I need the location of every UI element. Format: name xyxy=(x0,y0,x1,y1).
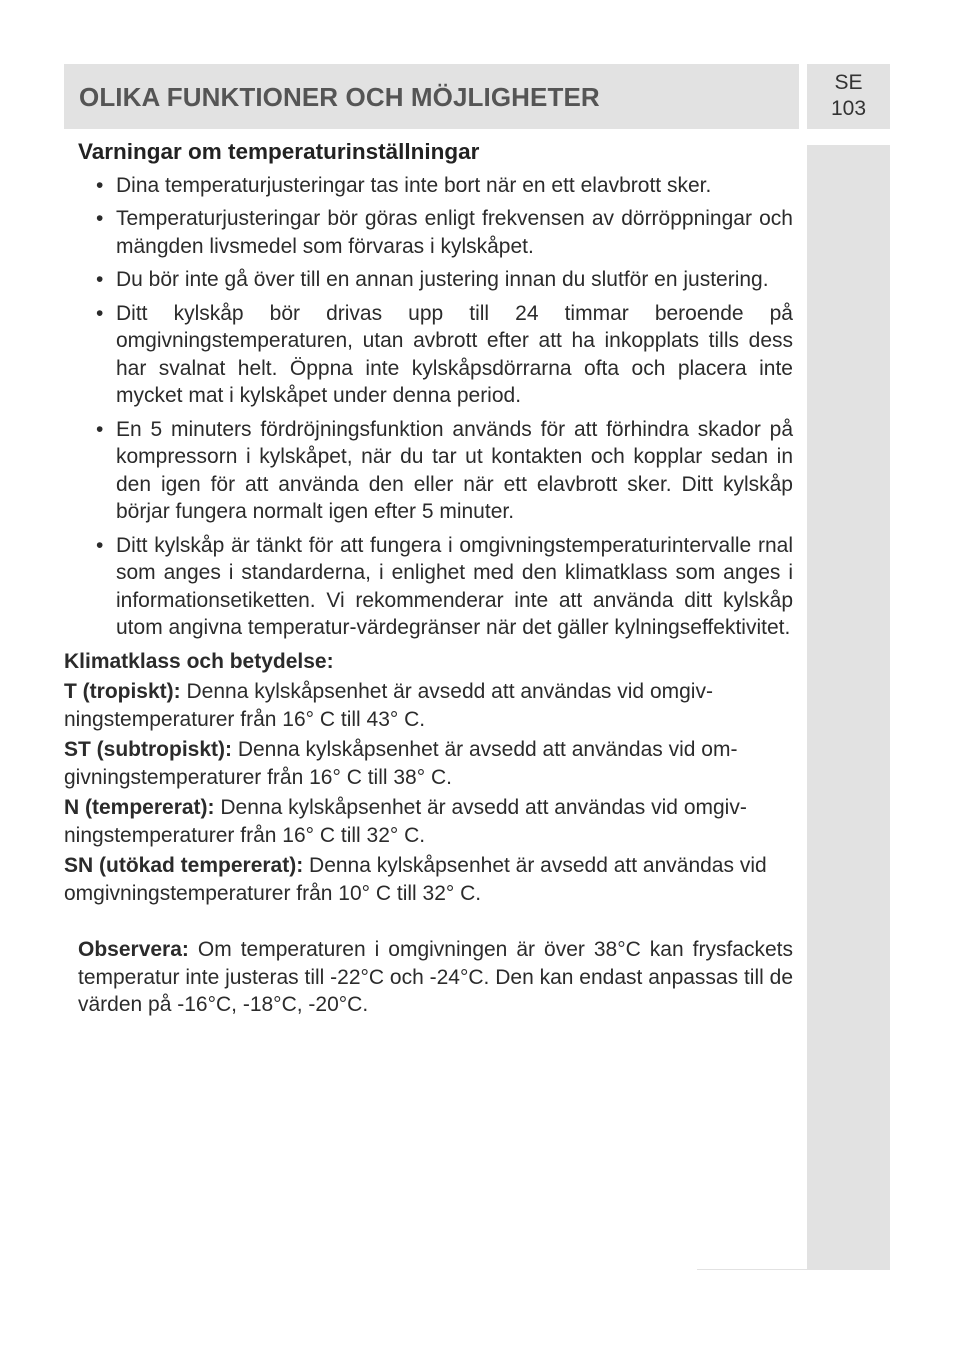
climate-class xyxy=(64,736,804,791)
bullet: • xyxy=(96,268,104,291)
list-item-text: En 5 minuters fördröjningsfunktion används för att förhindra skador på kompressorn i kylskåpet, när du tar ut kontakten och kopplar sedan in den igen för att använda den eller när ett elavbrott sker. Ditt kylskåp börjar fungera normalt igen efter 5 minuter. xyxy=(116,417,793,523)
climate-class xyxy=(64,678,804,733)
list-item xyxy=(64,300,793,410)
header-bar xyxy=(64,64,799,129)
side-strip xyxy=(807,145,890,1270)
list-item-text: Ditt kylskåp är tänkt för att fungera i omgivningstemperaturintervalle rnal som anges i standarderna, i enlighet med den klimatklass som anges i informationsetiketten. Vi rekommenderar inte att använda ditt kylskåp utom angivna temperatur-värdegränser när det gäller kylningseffektivitet. xyxy=(116,533,793,639)
language-code: SE xyxy=(834,71,863,94)
bullet: • xyxy=(96,301,104,325)
climate-class-text: Denna kylskåpsenhet är avsedd att användas vid omgiv-ningstemperaturer från 16° C till 32° C. xyxy=(64,796,747,847)
warning-list xyxy=(64,172,793,642)
climate-class-label: SN (utökad tempererat): xyxy=(64,854,304,877)
list-item xyxy=(64,266,793,294)
page-number: 103 xyxy=(830,97,867,120)
climate-class-label: N (tempererat): xyxy=(64,796,215,819)
list-item xyxy=(64,172,793,200)
list-item xyxy=(64,532,793,642)
climate-class-text: Denna kylskåpsenhet är avsedd att användas vid omgivningstemperaturer från 10° C till 32° C. xyxy=(64,854,767,905)
climate-class-label: ST (subtropiskt): xyxy=(64,738,232,761)
page-title: OLIKA FUNKTIONER OCH MÖJLIGHETER xyxy=(79,82,600,112)
list-item xyxy=(64,205,793,260)
note-text: Om temperaturen i omgivningen är över 38°C kan frysfackets temperatur inte justeras till -22°C och -24°C. Den kan endast anpassas till de värden på -16°C, -18°C, -20°C. xyxy=(78,938,793,1016)
climate-heading: Klimatklass och betydelse: xyxy=(64,649,334,673)
climate-class-text: Denna kylskåpsenhet är avsedd att användas vid om-givningstemperaturer från 16° C till 38° C. xyxy=(64,738,738,789)
list-item-text: Temperaturjusteringar bör göras enligt frekvensen av dörröppningar och mängden livsmedel som förvaras i kylskåpet. xyxy=(116,207,793,258)
climate-class-label: T (tropiskt): xyxy=(64,680,181,703)
list-item-text: Du bör inte gå över till en annan justering innan du slutför en justering. xyxy=(116,268,769,291)
climate-class-text: Denna kylskåpsenhet är avsedd att användas vid omgiv-ningstemperaturer från 16° C till 43° C. xyxy=(64,680,713,731)
bullet: • xyxy=(96,207,104,230)
bullet: • xyxy=(96,173,104,197)
list-item xyxy=(64,416,793,526)
list-item-text: Ditt kylskåp bör drivas upp till 24 timmar beroende på omgivningstemperaturen, utan avbrott efter att ha inkopplats tills dess har svalnat helt. Öppna inte kylskåpsdörrarna ofta och placera inte mycket mat i kylskåpet under denna period. xyxy=(116,301,793,407)
section-title: Varningar om temperaturinställningar xyxy=(78,139,480,164)
climate-class xyxy=(64,794,804,849)
climate-class xyxy=(64,852,804,907)
page-tab xyxy=(807,64,890,129)
bottom-divider xyxy=(697,1269,807,1270)
list-item-text: Dina temperaturjusteringar tas inte bort när en ett elavbrott sker. xyxy=(116,173,712,197)
bullet: • xyxy=(96,417,104,441)
bullet: • xyxy=(96,533,104,557)
note-label: Observera: xyxy=(78,938,189,961)
note xyxy=(78,936,793,1019)
content xyxy=(64,138,793,1019)
